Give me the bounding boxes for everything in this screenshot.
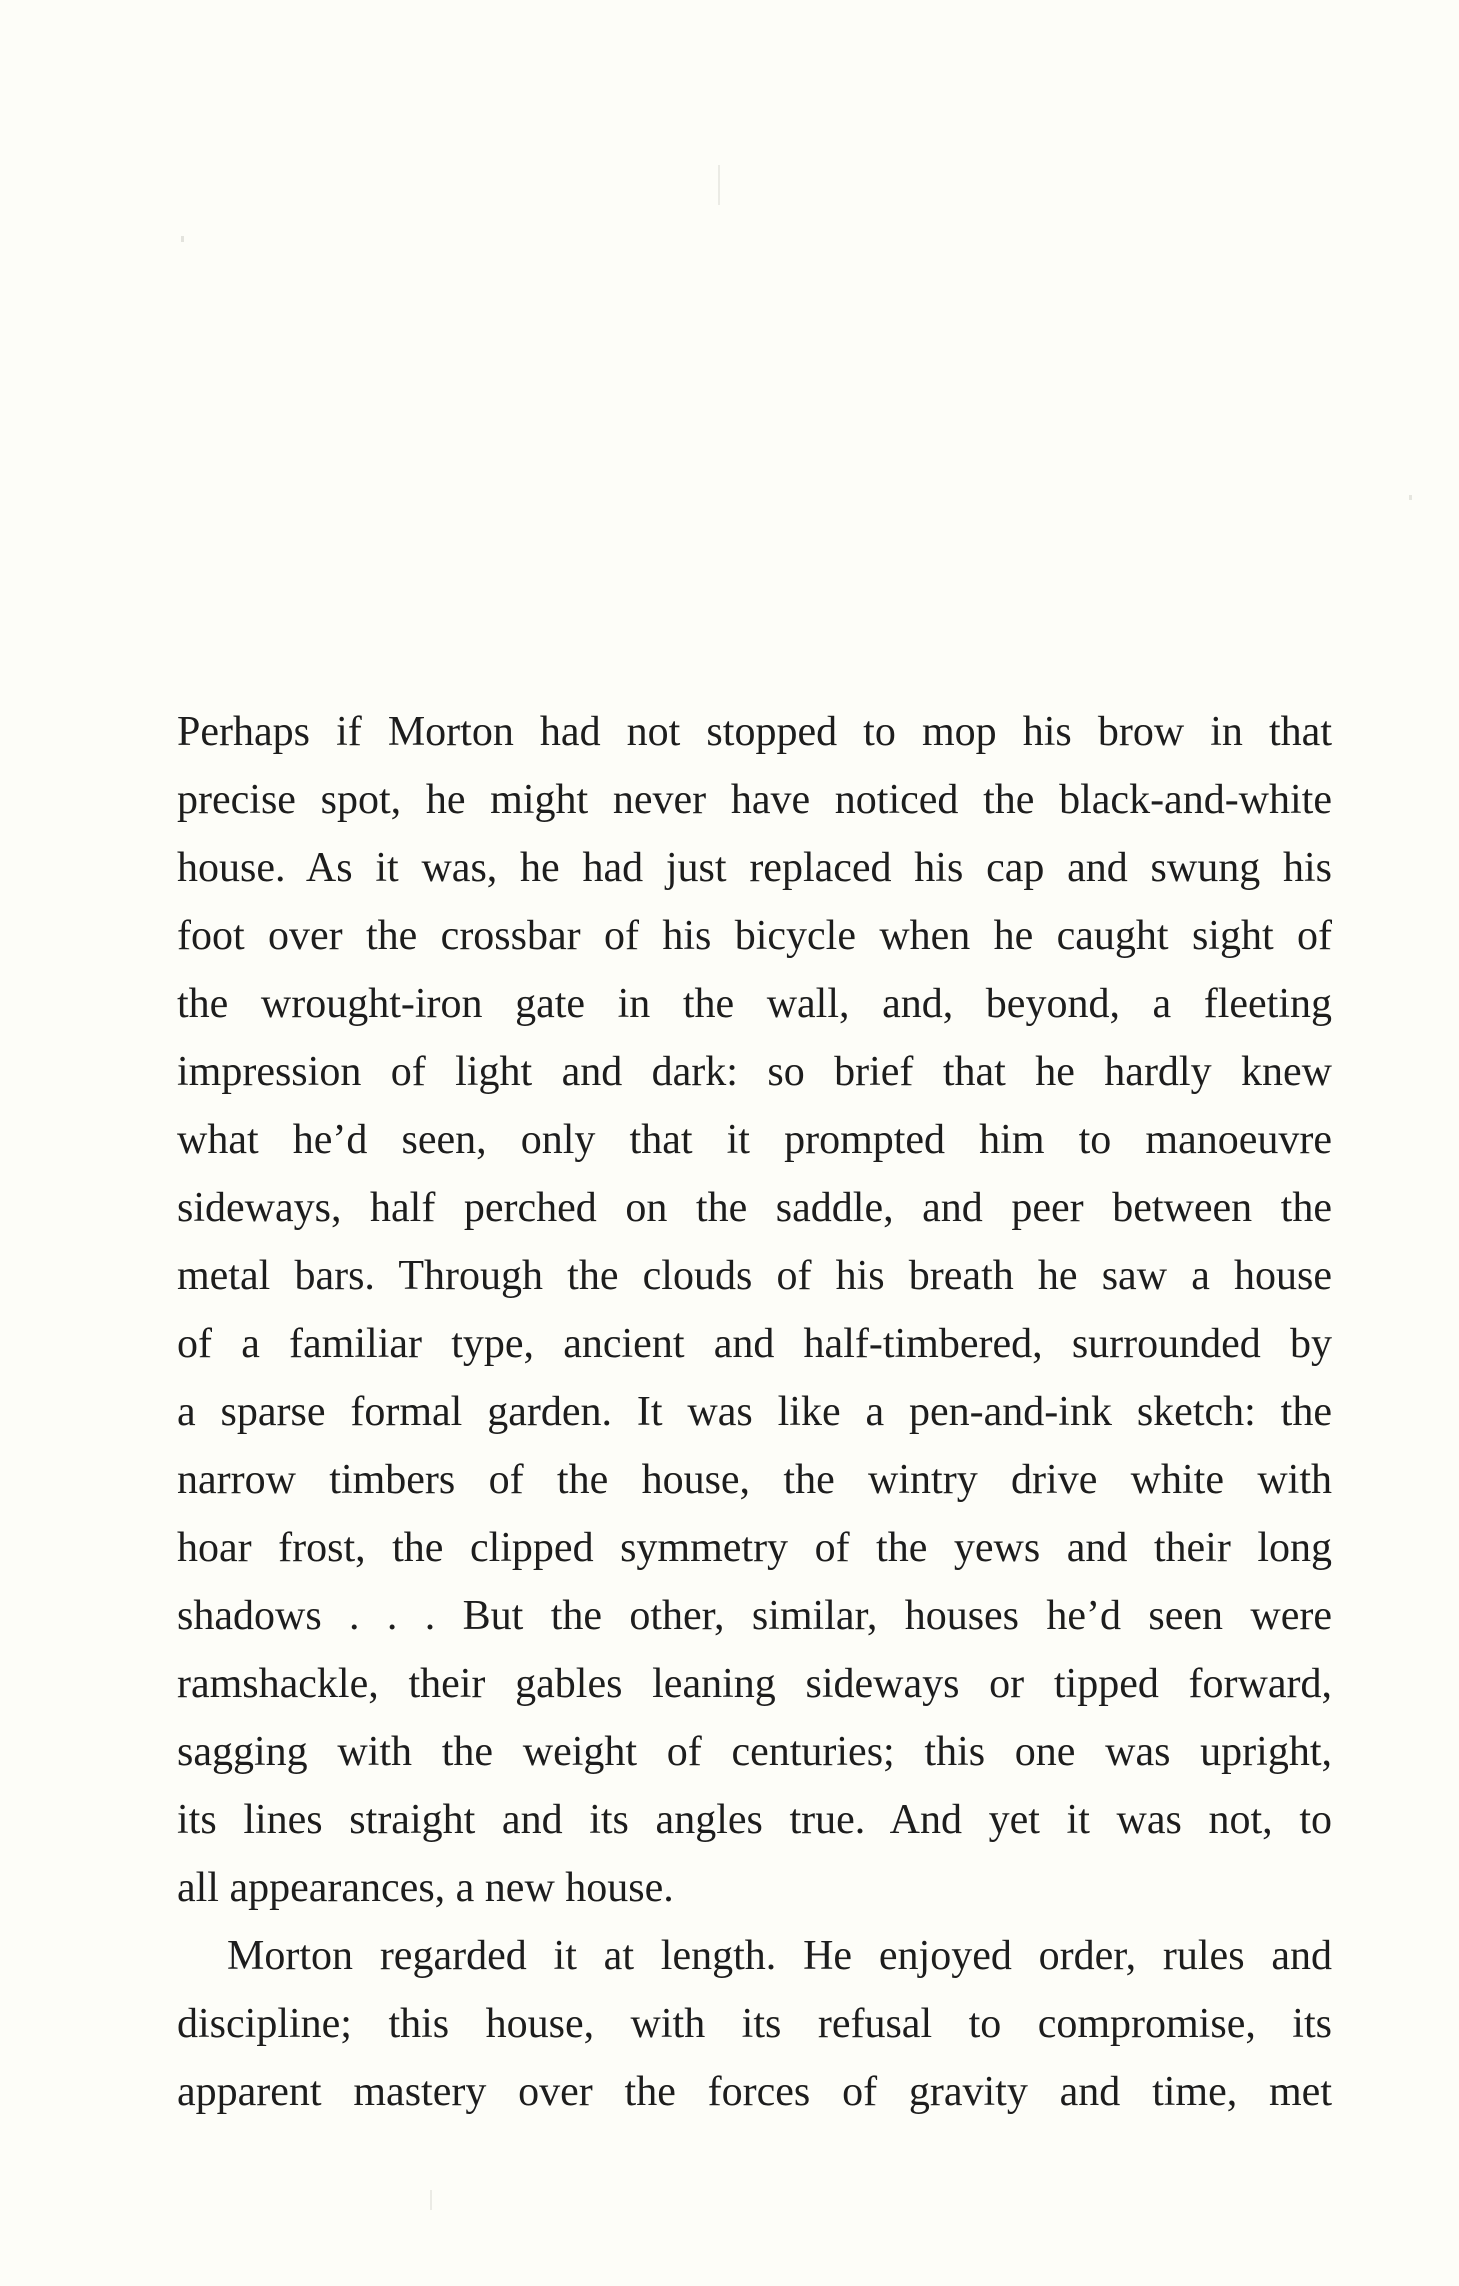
paper-speck xyxy=(718,165,720,205)
paper-speck xyxy=(181,236,184,242)
text-line: hoar frost, the clipped symmetry of the yews and their long xyxy=(177,1525,1332,1571)
text-line: apparent mastery over the forces of gravity and time, met xyxy=(177,2069,1332,2115)
text-line: metal bars. Through the clouds of his breath he saw a house xyxy=(177,1253,1332,1299)
text-line: foot over the crossbar of his bicycle when he caught sight of xyxy=(177,913,1332,959)
text-line: narrow timbers of the house, the wintry drive white with xyxy=(177,1457,1332,1503)
text-line: sideways, half perched on the saddle, and peer between the xyxy=(177,1185,1332,1231)
text-line: ramshackle, their gables leaning sideways or tipped forward, xyxy=(177,1661,1332,1707)
body-text xyxy=(177,698,1332,2126)
text-line: precise spot, he might never have noticed the black-and-white xyxy=(177,777,1332,823)
text-line: shadows . . . But the other, similar, houses he’d seen were xyxy=(177,1593,1332,1639)
text-line: house. As it was, he had just replaced his cap and swung his xyxy=(177,845,1332,891)
text-line: its lines straight and its angles true. And yet it was not, to xyxy=(177,1797,1332,1843)
paragraph-1 xyxy=(177,698,1332,1922)
text-line: Morton regarded it at length. He enjoyed order, rules and xyxy=(227,1933,1332,1979)
text-line: Perhaps if Morton had not stopped to mop his brow in that xyxy=(177,709,1332,755)
text-line: of a familiar type, ancient and half-timbered, surrounded by xyxy=(177,1321,1332,1367)
text-line: sagging with the weight of centuries; this one was upright, xyxy=(177,1729,1332,1775)
text-line: the wrought-iron gate in the wall, and, beyond, a fleeting xyxy=(177,981,1332,1027)
text-line: all appearances, a new house. xyxy=(177,1865,674,1911)
text-line: discipline; this house, with its refusal to compromise, its xyxy=(177,2001,1332,2047)
text-line: a sparse formal garden. It was like a pen-and-ink sketch: the xyxy=(177,1389,1332,1435)
text-line: impression of light and dark: so brief that he hardly knew xyxy=(177,1049,1332,1095)
paper-speck xyxy=(1409,495,1412,500)
paper-speck xyxy=(430,2190,432,2210)
paragraph-2 xyxy=(177,1922,1332,2126)
text-line: what he’d seen, only that it prompted him to manoeuvre xyxy=(177,1117,1332,1163)
